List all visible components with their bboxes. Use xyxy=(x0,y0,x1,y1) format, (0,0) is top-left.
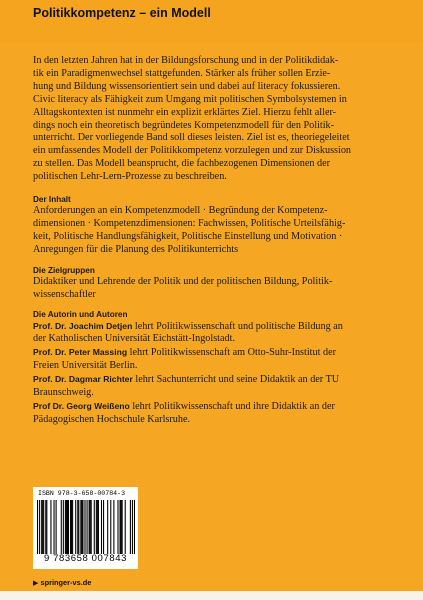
author-entry xyxy=(33,373,390,387)
barcode-bar xyxy=(80,500,81,554)
barcode-bar xyxy=(78,500,79,554)
barcode-bar xyxy=(103,500,104,554)
barcode-bar xyxy=(54,500,55,554)
autoren-text xyxy=(33,320,390,427)
barcode-bar xyxy=(56,500,57,554)
barcode-bar xyxy=(41,500,42,554)
barcode-bar xyxy=(117,500,118,554)
intro-line: Alltagskontexten ist nunmehr ein explizit erklärtes Ziel. Hierzu fehlt aller- xyxy=(33,106,337,118)
barcode-bar xyxy=(75,500,76,554)
inhalt-line: Anforderungen an ein Kompetenzmodell · Begründung der Kompetenz- xyxy=(33,205,328,217)
author-name: Prof Dr. Georg Weißeno xyxy=(33,400,130,411)
zielgruppen-text xyxy=(33,276,390,302)
barcode-bar xyxy=(37,500,38,554)
bottom-bar xyxy=(0,591,423,600)
author-description: lehrt Politikwissenschaft und ihre Didaktik an der xyxy=(129,400,335,412)
barcode-bar xyxy=(42,500,43,554)
barcode-bar xyxy=(63,500,64,554)
barcode-bar xyxy=(113,500,114,554)
intro-line: In den letzten Jahren hat in der Bildungsforschung und in der Politikdidak- xyxy=(33,55,339,66)
barcode-bar xyxy=(97,500,98,554)
publisher-url: springer-vs.de xyxy=(40,578,92,587)
barcode-bar xyxy=(91,500,92,554)
barcode-bar xyxy=(98,500,99,554)
intro-line: tik ein Paradigmenwechsel stattgefunden. Stärker als früher sollen Erzie- xyxy=(33,67,331,79)
intro-line: ein umfassendes Modell der Politikkompetenz vorzulegen und zur Diskussion xyxy=(33,145,352,157)
intro-line: dings noch ein theoretisch begründetes Kompetenzmodell für den Politik- xyxy=(33,119,335,131)
zielgruppen-line: Didaktiker und Lehrende der Politik und der politischen Bildung, Politik- xyxy=(33,275,333,287)
title-strip xyxy=(0,0,423,42)
barcode-bar xyxy=(125,500,126,554)
intro-paragraph xyxy=(33,55,390,184)
barcode-bar xyxy=(134,500,135,554)
author-name: Prof. Dr. Joachim Detjen xyxy=(33,320,133,331)
barcode-bar xyxy=(130,500,131,554)
section-autoren xyxy=(33,309,390,427)
section-zielgruppen xyxy=(33,265,390,302)
barcode-bar xyxy=(96,500,97,554)
barcode-bar xyxy=(45,500,46,554)
author-entry xyxy=(33,320,390,334)
book-title: Politikkompetenz – ein Modell xyxy=(33,6,211,20)
author-entry xyxy=(33,400,390,414)
barcode-bar xyxy=(81,500,82,554)
author-description-cont: Pädagogischen Hochschule Karlsruhe. xyxy=(33,413,191,425)
barcode-bar xyxy=(101,500,102,554)
barcode-bar xyxy=(90,500,91,554)
barcode-bar xyxy=(84,500,85,554)
barcode-bar xyxy=(107,500,108,554)
barcode-bar xyxy=(82,500,83,554)
barcode-bar xyxy=(68,500,69,554)
barcode-bar xyxy=(67,500,68,554)
publisher-link[interactable] xyxy=(33,578,91,587)
barcode-bar xyxy=(39,500,40,554)
barcode-bar xyxy=(50,500,51,554)
isbn-barcode-box xyxy=(33,487,138,569)
inhalt-text xyxy=(33,205,390,257)
intro-line: politischen Lehr-Lern-Prozesse zu beschreiben. xyxy=(33,171,227,183)
author-description: lehrt Politikwissenschaft und politische Bildung an xyxy=(132,320,343,332)
arrow-right-icon: ▶ xyxy=(33,580,39,587)
inhalt-line: Anregungen für die Planung des Politikunterrichts xyxy=(33,243,239,255)
barcode-bar xyxy=(122,500,123,554)
barcode-bar xyxy=(66,500,67,554)
barcode-bar xyxy=(89,500,90,554)
isbn-text: ISBN 978-3-658-00784-3 xyxy=(38,490,126,497)
barcode-bar xyxy=(110,500,111,554)
intro-line: Civic literacy als Fähigkeit zum Umgang mit politischen Symbolsystemen in xyxy=(33,93,347,105)
barcode-bar xyxy=(77,500,78,554)
barcode-bar xyxy=(70,500,71,554)
barcode-bar xyxy=(132,500,133,554)
barcode-bar xyxy=(87,500,88,554)
section-inhalt xyxy=(33,194,390,257)
cover-text xyxy=(33,55,390,427)
zielgruppen-line: wissenschaftler xyxy=(33,288,96,300)
intro-line: hung und Bildung wissensorientiert sein und dabei auf literacy fokussieren. xyxy=(33,80,341,92)
intro-line: zu stellen. Das Modell beansprucht, die fachbezogenen Dimensionen der xyxy=(33,158,331,170)
barcode xyxy=(37,500,135,554)
author-description: lehrt Sachunterricht und seine Didaktik an der TU xyxy=(132,374,340,386)
barcode-bar xyxy=(121,500,122,554)
intro-line: unterricht. Der vorliegende Band soll dieses leisten. Ziel ist es, theoriegeleitet xyxy=(33,132,350,144)
author-name: Prof. Dr. Dagmar Richter xyxy=(33,374,133,385)
barcode-bar xyxy=(46,500,47,554)
section-heading-zielgruppen: Die Zielgruppen xyxy=(33,265,95,275)
barcode-bar xyxy=(43,500,44,554)
inhalt-line: dimensionen · Kompetenzdimensionen: Fachwissen, Politische Urteilsfähig- xyxy=(33,217,346,229)
barcode-bar xyxy=(65,500,66,554)
author-description-cont: der Katholischen Universität Eichstätt-Ingolstadt. xyxy=(33,333,235,345)
barcode-digits: 9 783658 007843 xyxy=(44,553,127,564)
author-name: Prof. Dr. Peter Massing xyxy=(33,347,128,358)
barcode-bar xyxy=(72,500,73,554)
section-heading-inhalt: Der Inhalt xyxy=(33,195,71,205)
barcode-bar xyxy=(71,500,72,554)
author-description-cont: Freien Universität Berlin. xyxy=(33,360,138,372)
barcode-bar xyxy=(61,500,62,554)
author-description-cont: Braunschweig. xyxy=(33,387,94,399)
section-heading-autoren: Die Autorin und Autoren xyxy=(33,309,128,319)
barcode-bar xyxy=(94,500,95,554)
inhalt-line: keit, Politische Handlungsfähigkeit, Politische Einstellung und Motivation · xyxy=(33,230,343,242)
author-entry xyxy=(33,346,390,360)
author-description: lehrt Politikwissenschaft am Otto-Suhr-Institut der xyxy=(127,347,336,359)
barcode-bar xyxy=(120,500,121,554)
